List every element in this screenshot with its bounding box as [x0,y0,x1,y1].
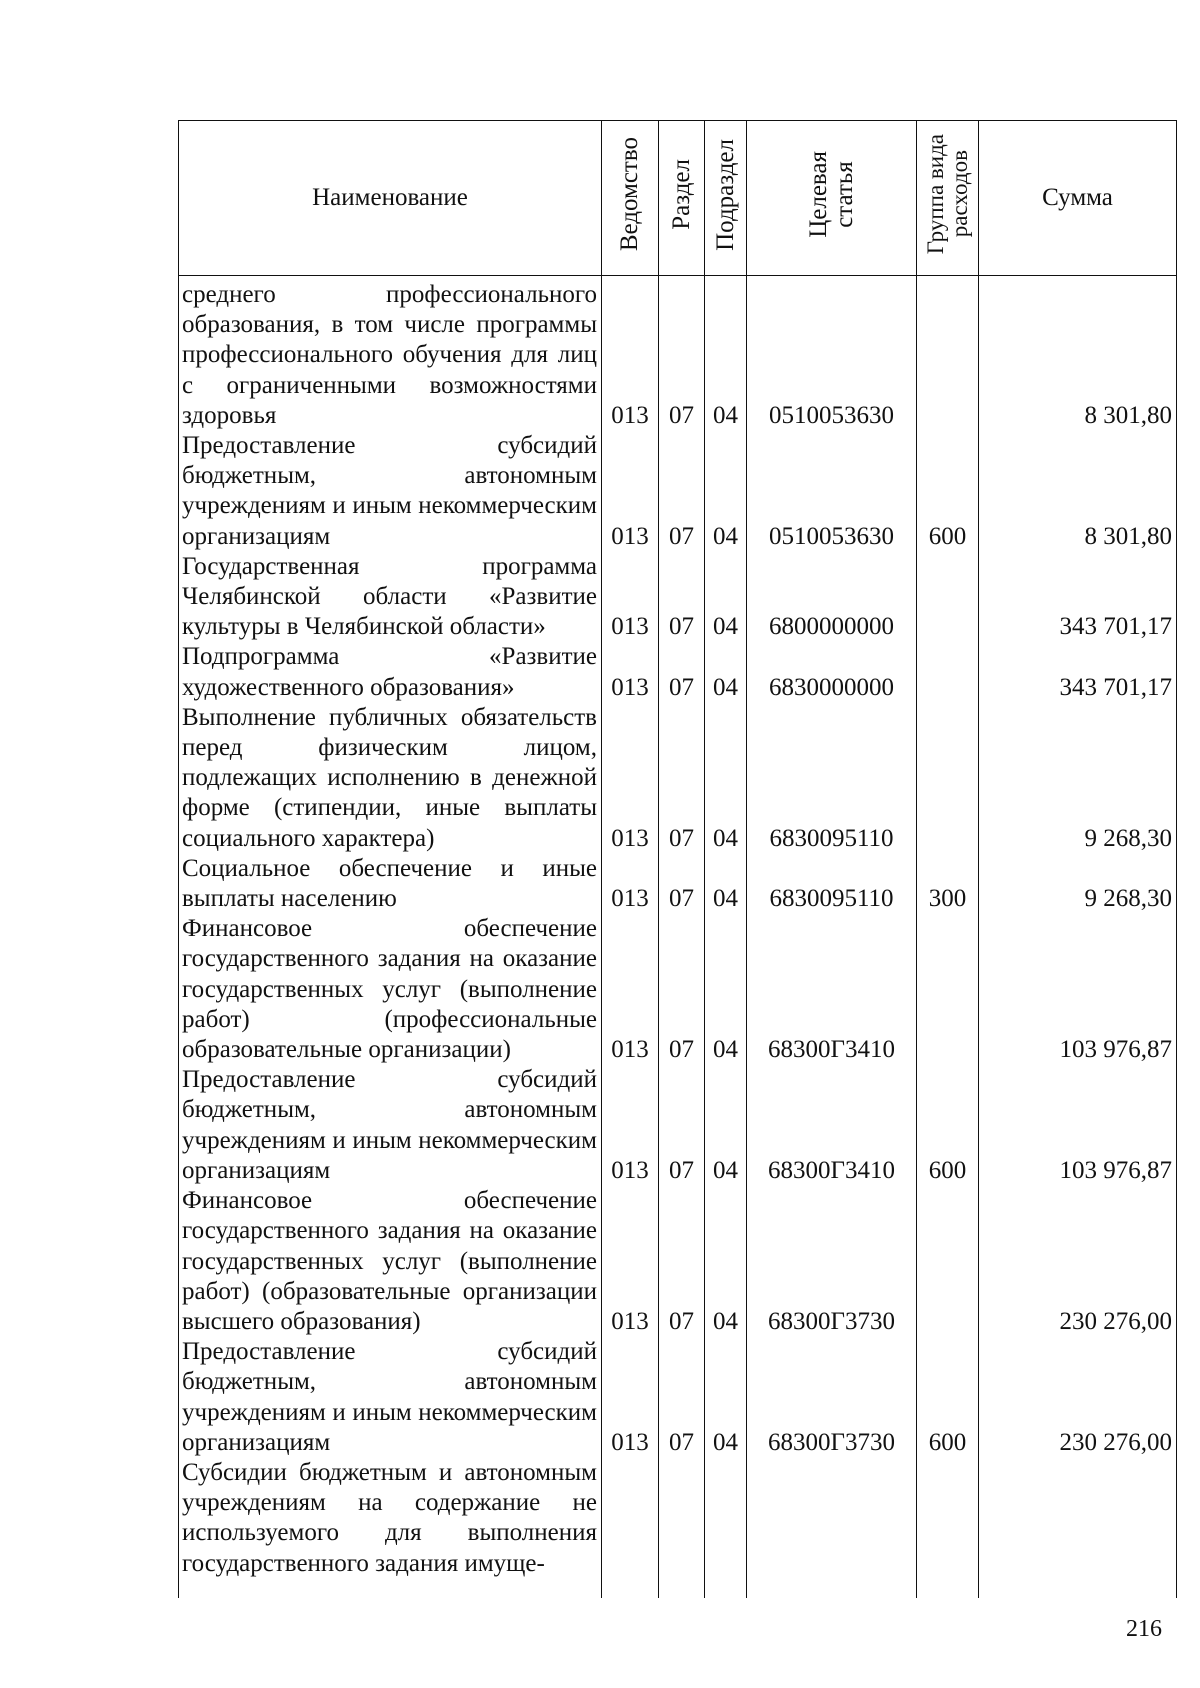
row-celevaya-statya: 68300Г3410 [747,1065,917,1186]
row-celevaya-statya: 6830000000 [747,642,917,702]
row-name: Субсидии бюджетным и автономным учреждениям на содержание не используемого для выполнения государственного задания имуще- [179,1458,602,1598]
page-number: 216 [1126,1616,1162,1642]
row-gruppa [917,1458,979,1598]
row-vedomstvo: 013 [602,1186,659,1337]
row-vedomstvo: 013 [602,276,659,432]
row-summa: 8 301,80 [979,431,1177,552]
row-gruppa: 600 [917,431,979,552]
row-summa: 230 276,00 [979,1337,1177,1458]
row-celevaya-statya: 68300Г3730 [747,1186,917,1337]
table-header [179,121,1177,276]
table-row [179,276,1177,432]
row-vedomstvo: 013 [602,914,659,1065]
row-vedomstvo: 013 [602,1337,659,1458]
row-summa: 103 976,87 [979,1065,1177,1186]
row-vedomstvo: 013 [602,1065,659,1186]
row-gruppa: 300 [917,854,979,914]
row-name: среднего профессионального образования, в том числе программы профессионального обучения для лиц с ограниченными возможностями здоровья [179,276,602,432]
row-podrazdel: 04 [705,703,747,854]
row-vedomstvo: 013 [602,431,659,552]
row-podrazdel [705,1458,747,1598]
table-body [179,276,1177,1598]
row-razdel: 07 [659,1337,705,1458]
budget-table [178,120,1177,1598]
row-podrazdel: 04 [705,552,747,643]
table-row [179,854,1177,914]
table-row [179,1337,1177,1458]
row-razdel: 07 [659,276,705,432]
row-name: Предоставление субсидий бюджетным, автономным учреждениям и иным некоммерческим организациям [179,1337,602,1458]
table-row [179,1065,1177,1186]
row-vedomstvo: 013 [602,703,659,854]
row-name: Государственная программа Челябинской области «Развитие культуры в Челябинской области» [179,552,602,643]
row-summa: 9 268,30 [979,703,1177,854]
row-gruppa [917,1186,979,1337]
row-podrazdel: 04 [705,1337,747,1458]
table-row [179,1186,1177,1337]
table-row [179,431,1177,552]
row-podrazdel: 04 [705,642,747,702]
row-summa: 230 276,00 [979,1186,1177,1337]
row-vedomstvo: 013 [602,642,659,702]
row-name: Финансовое обеспечение государственного задания на оказание государственных услуг (выполнение работ) (профессиональные образовательные организации) [179,914,602,1065]
row-gruppa [917,552,979,643]
row-podrazdel: 04 [705,914,747,1065]
row-podrazdel: 04 [705,854,747,914]
row-razdel [659,1458,705,1598]
row-vedomstvo: 013 [602,552,659,643]
row-summa: 9 268,30 [979,854,1177,914]
row-gruppa: 600 [917,1337,979,1458]
row-celevaya-statya [747,1458,917,1598]
row-name: Предоставление субсидий бюджетным, автономным учреждениям и иным некоммерческим организациям [179,431,602,552]
row-gruppa [917,276,979,432]
row-podrazdel: 04 [705,431,747,552]
row-gruppa [917,914,979,1065]
table-row [179,703,1177,854]
row-name: Предоставление субсидий бюджетным, автономным учреждениям и иным некоммерческим организациям [179,1065,602,1186]
row-razdel: 07 [659,431,705,552]
row-razdel: 07 [659,854,705,914]
row-celevaya-statya: 68300Г3410 [747,914,917,1065]
row-name: Финансовое обеспечение государственного задания на оказание государственных услуг (выполнение работ) (образовательные организации высшего образования) [179,1186,602,1337]
table-row [179,552,1177,643]
row-vedomstvo: 013 [602,854,659,914]
row-summa: 343 701,17 [979,642,1177,702]
row-name: Подпрограмма «Развитие художественного образования» [179,642,602,702]
row-vedomstvo [602,1458,659,1598]
row-gruppa [917,703,979,854]
row-podrazdel: 04 [705,276,747,432]
table-row [179,1458,1177,1598]
row-celevaya-statya: 0510053630 [747,276,917,432]
row-celevaya-statya: 0510053630 [747,431,917,552]
header-gruppa-vida-rashodov: Группа вида расходов [917,121,979,276]
row-name: Выполнение публичных обязательств перед физическим лицом, подлежащих исполнению в денежной форме (стипендии, иные выплаты социального характера) [179,703,602,854]
row-gruppa [917,642,979,702]
row-gruppa: 600 [917,1065,979,1186]
row-summa: 343 701,17 [979,552,1177,643]
table-row [179,914,1177,1065]
row-celevaya-statya: 6830095110 [747,703,917,854]
row-podrazdel: 04 [705,1065,747,1186]
row-razdel: 07 [659,1186,705,1337]
table-row [179,642,1177,702]
header-podrazdel: Подраздел [705,121,747,276]
header-summa: Сумма [979,121,1177,276]
header-name: Наименование [179,121,602,276]
row-razdel: 07 [659,703,705,854]
row-razdel: 07 [659,1065,705,1186]
row-summa: 8 301,80 [979,276,1177,432]
row-razdel: 07 [659,642,705,702]
row-razdel: 07 [659,552,705,643]
header-razdel: Раздел [659,121,705,276]
row-name: Социальное обеспечение и иные выплаты населению [179,854,602,914]
row-podrazdel: 04 [705,1186,747,1337]
row-celevaya-statya: 6800000000 [747,552,917,643]
row-summa [979,1458,1177,1598]
row-summa: 103 976,87 [979,914,1177,1065]
row-celevaya-statya: 6830095110 [747,854,917,914]
header-vedomstvo: Ведомство [602,121,659,276]
row-razdel: 07 [659,914,705,1065]
header-celevaya-statya: Целевая статья [747,121,917,276]
row-celevaya-statya: 68300Г3730 [747,1337,917,1458]
